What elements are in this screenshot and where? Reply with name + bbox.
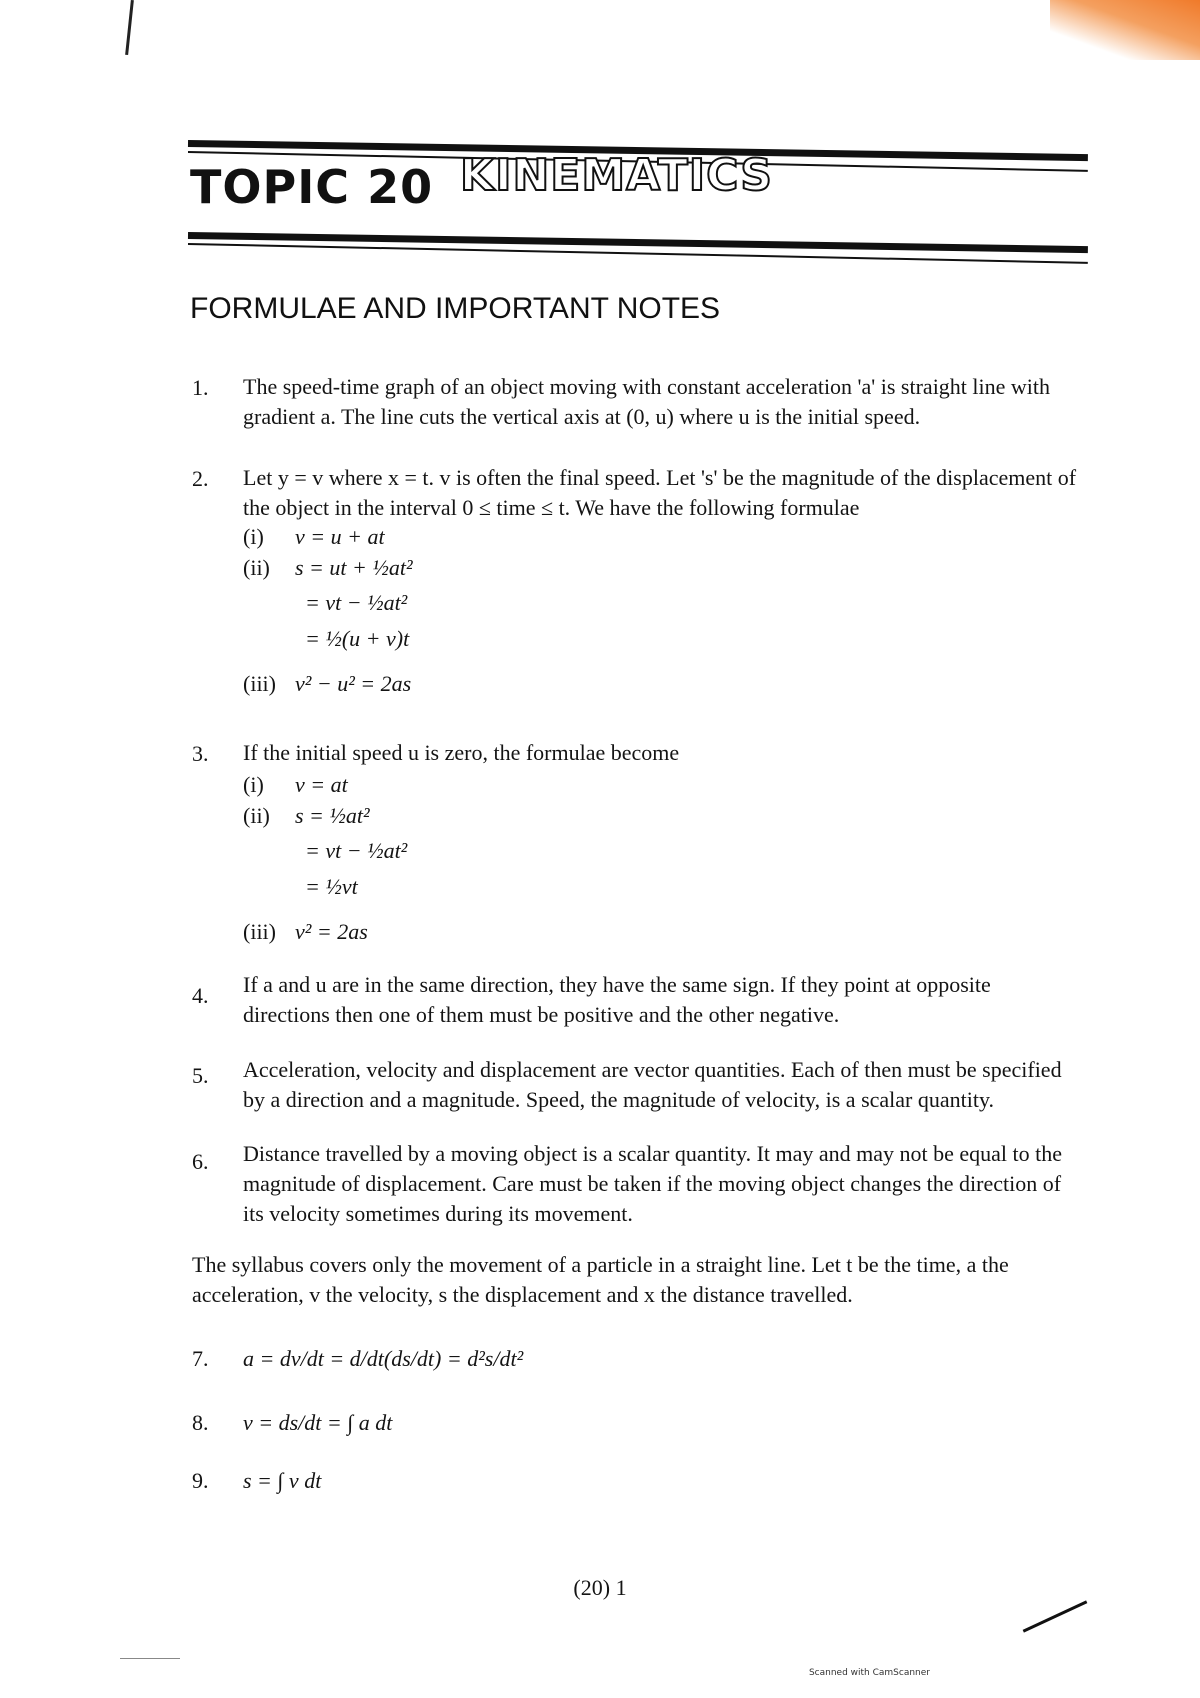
formula: s = ½at² — [295, 803, 370, 828]
topic-label: TOPIC 20 — [190, 160, 434, 214]
note-number: 6. — [192, 1149, 209, 1174]
page-number: (20) 1 — [573, 1575, 627, 1600]
scan-edge-line — [120, 1658, 180, 1659]
note-line: directions then one of them must be positive and the other negative. — [243, 1002, 840, 1027]
note-number: 4. — [192, 983, 209, 1008]
note-1 — [243, 372, 1083, 432]
note-line: Acceleration, velocity and displacement are vector quantities. Each of then must be specified — [243, 1057, 1062, 1082]
para-line: acceleration, v the velocity, s the displacement and x the distance travelled. — [192, 1282, 853, 1307]
note-number: 7. — [192, 1346, 209, 1371]
note-number: 1. — [192, 375, 209, 400]
formula: v² − u² = 2as — [295, 671, 412, 696]
formula-label: (iii) — [243, 919, 276, 944]
note-line: If the initial speed u is zero, the formulae become — [243, 740, 680, 765]
scan-corner-artifact — [1050, 0, 1200, 60]
formula: a = dv/dt = d/dt(ds/dt) = d²s/dt² — [243, 1346, 524, 1371]
note-line: Let y = v where x = t. v is often the final speed. Let 's' be the magnitude of the displacement of — [243, 465, 1077, 490]
note-number: 9. — [192, 1468, 209, 1493]
formula: v = u + at — [295, 524, 385, 549]
section-title: FORMULAE AND IMPORTANT NOTES — [190, 292, 721, 325]
note-line: Distance travelled by a moving object is a scalar quantity. It may and may not be equal to the — [243, 1141, 1063, 1166]
note-line: magnitude of displacement. Care must be taken if the moving object changes the direction of — [243, 1171, 1062, 1196]
formula: s = ut + ½at² — [295, 555, 413, 580]
syllabus-paragraph — [192, 1250, 1082, 1310]
note-4 — [243, 970, 1083, 1030]
note-line: by a direction and a magnitude. Speed, the magnitude of velocity, is a scalar quantity. — [243, 1087, 995, 1112]
formula: = ½(u + v)t — [305, 626, 410, 651]
topic-title: KINEMATICS — [460, 150, 773, 201]
note-number: 2. — [192, 466, 209, 491]
note-line: If a and u are in the same direction, they have the same sign. If they point at opposite — [243, 972, 991, 997]
header-rule-bottom — [188, 232, 1088, 253]
formula: s = ∫ v dt — [243, 1468, 322, 1493]
note-5 — [243, 1055, 1083, 1115]
formula-label: (i) — [243, 772, 264, 797]
note-line: gradient a. The line cuts the vertical axis at (0, u) where u is the initial speed. — [243, 404, 921, 429]
formula-label: (ii) — [243, 803, 270, 828]
formula-label: (i) — [243, 524, 264, 549]
para-line: The syllabus covers only the movement of a particle in a straight line. Let t be the time, a the — [192, 1252, 1009, 1277]
formula: v = at — [295, 772, 348, 797]
formula: = vt − ½at² — [305, 590, 408, 615]
scanner-watermark: Scanned with CamScanner — [808, 1668, 930, 1678]
formula: v² = 2as — [295, 919, 368, 944]
note-line: The speed-time graph of an object moving with constant acceleration 'a' is straight line with — [243, 374, 1051, 399]
note-number: 8. — [192, 1410, 209, 1435]
note-number: 5. — [192, 1063, 209, 1088]
formula-label: (iii) — [243, 671, 276, 696]
formula-label: (ii) — [243, 555, 270, 580]
formula: = ½vt — [305, 874, 358, 899]
formula: = vt − ½at² — [305, 838, 408, 863]
scan-edge-mark — [125, 0, 134, 55]
formula: v = ds/dt = ∫ a dt — [243, 1410, 393, 1435]
note-line: its velocity sometimes during its movement. — [243, 1201, 633, 1226]
note-3 — [243, 738, 1083, 768]
pen-stroke — [1023, 1600, 1088, 1632]
note-number: 3. — [192, 741, 209, 766]
note-6 — [243, 1139, 1083, 1229]
note-2 — [243, 463, 1083, 523]
note-line: the object in the interval 0 ≤ time ≤ t. We have the following formulae — [243, 495, 860, 520]
